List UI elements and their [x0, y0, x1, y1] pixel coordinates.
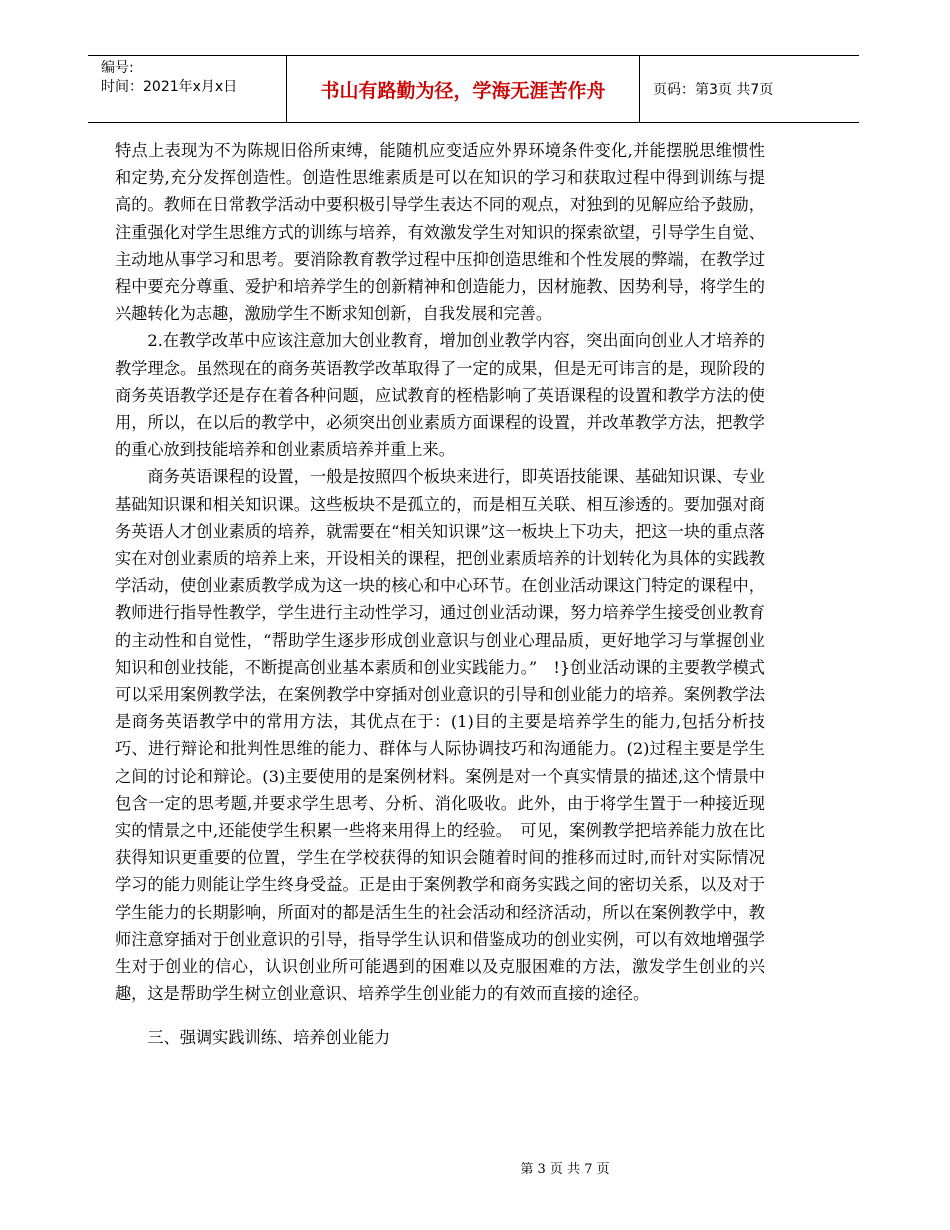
- document-body: [115, 137, 765, 1051]
- paragraph-2: 2.在教学改革中应该注意加大创业教育，增加创业教学内容，突出面向创业人才培养的教学理念。虽然现在的商务英语教学改革取得了一定的成果，但是无可讳言的是，现阶段的商务英语教学还是存在着各种问题，应试教育的桎梏影响了英语课程的设置和教学方法的使用，所以，在以后的教学中，必须突出创业素质方面课程的设置，并改革教学方法，把教学的重心放到技能培养和创业素质培养并重上来。: [115, 331, 765, 460]
- number-label: 编号:: [101, 60, 134, 76]
- header-meta: [88, 56, 286, 122]
- time-label: 时间：2021年x月x日: [101, 79, 238, 95]
- paragraph-1: 特点上表现为不为陈规旧俗所束缚，能随机应变适应外界环境条件变化,并能摆脱思维惯性和定势,充分发挥创造性。创造性思维素质是可以在知识的学习和获取过程中得到训练与提高的。教师在日常教学活动中要积极引导学生表达不同的观点，对独到的见解应给予鼓励，注重强化对学生思维方式的训练与培养，有效激发学生对知识的探索欲望，引导学生自觉、主动地从事学习和思考。要消除教育教学过程中压抑创造思维和个性发展的弊端，在教学过程中要充分尊重、爱护和培养学生的创新精神和创造能力，因材施教、因势利导，将学生的兴趣转化为志趣，激励学生不断求知创新，自我发展和完善。: [115, 141, 765, 324]
- page-header: [88, 55, 859, 123]
- page-footer: 第 3 页 共 7 页: [520, 1162, 610, 1177]
- header-motto: 书山有路勤为径，学海无涯苦作舟: [286, 56, 640, 122]
- paragraph-3: 商务英语课程的设置，一般是按照四个板块来进行，即英语技能课、基础知识课、专业基础知识课和相关知识课。这些板块不是孤立的，而是相互关联、相互渗透的。要加强对商务英语人才创业素质的培养，就需要在“相关知识课”这一板块上下功夫，把这一块的重点落实在对创业素质的培养上来，开设相关的课程，把创业素质培养的计划转化为具体的实践教学活动，使创业素质教学成为这一块的核心和中心环节。在创业活动课这门特定的课程中，教师进行指导性教学，学生进行主动性学习，通过创业活动课，努力培养学生接受创业教育的主动性和自觉性，“帮助学生逐步形成创业意识与创业心理品质，更好地学习与掌握创业知识和创业技能，不断提高创业基本素质和创业实践能力。” !}创业活动课的主要教学模式可以采用案例教学法，在案例教学中穿插对创业意识的引导和创业能力的培养。案例教学法是商务英语教学中的常用方法，其优点在于：(1)目的主要是培养学生的能力,包括分析技巧、进行辩论和批判性思维的能力、群体与人际协调技巧和沟通能力。(2)过程主要是学生之间的讨论和辩论。(3)主要使用的是案例材料。案例是对一个真实情景的描述,这个情景中包含一定的思考题,并要求学生思考、分析、消化吸收。此外，由于将学生置于一种接近现实的情景之中,还能使学生积累一些将来用得上的经验。 可见，案例教学把培养能力放在比获得知识更重要的位置，学生在学校获得的知识会随着时间的推移而过时,而针对实际情况学习的能力则能让学生终身受益。正是由于案例教学和商务实践之间的密切关系，以及对于学生能力的长期影响，所面对的都是活生生的社会活动和经济活动，所以在案例教学中，教师注意穿插对于创业意识的引导，指导学生认识和借鉴成功的创业实例，可以有效地增强学生对于创业的信心，认识创业所可能遇到的困难以及克服困难的方法，激发学生创业的兴趣，这是帮助学生树立创业意识、培养学生创业能力的有效而直接的途径。: [115, 467, 765, 1004]
- header-page-info: 页码：第3页 共7页: [653, 82, 774, 98]
- section-heading: 三、强调实践训练、培养创业能力: [147, 1027, 391, 1047]
